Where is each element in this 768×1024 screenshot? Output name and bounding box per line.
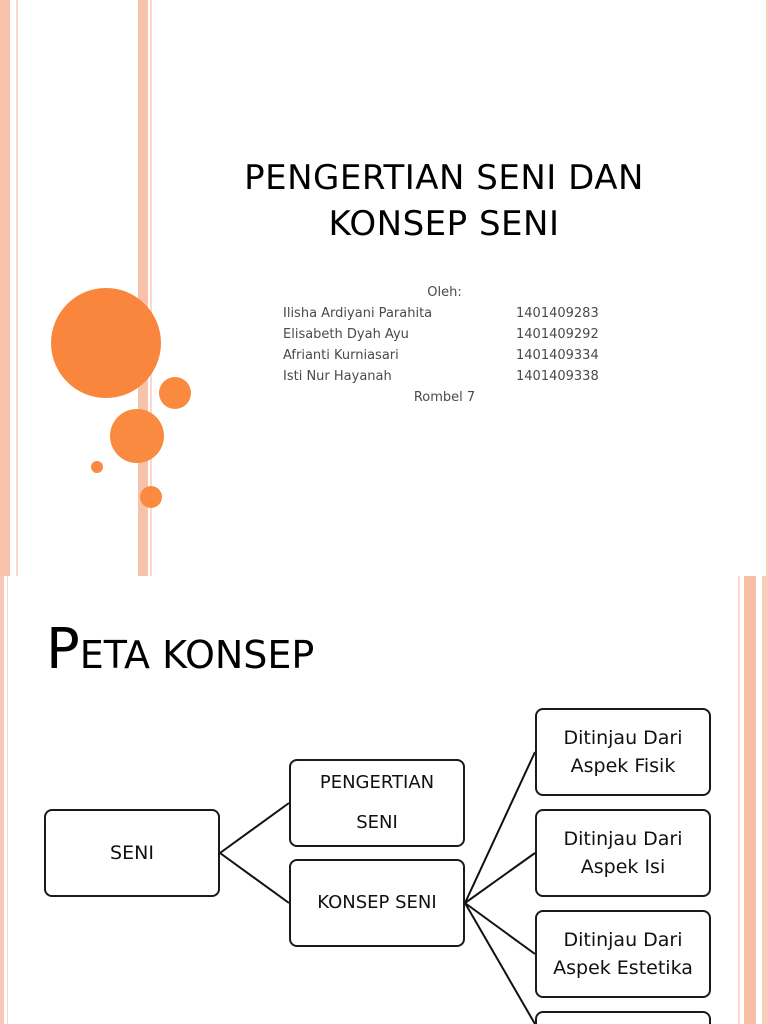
node-pengertian-line1: PENGERTIAN: [319, 772, 435, 793]
node-isi-line2: Aspek Isi: [580, 856, 666, 878]
node-aspek-fisik: [535, 708, 711, 796]
title-initial: P: [46, 617, 80, 682]
member-id: 1401409338: [516, 369, 599, 384]
node-isi-line1: Ditinjau Dari: [563, 828, 683, 850]
decor-circle-medium: [110, 409, 164, 463]
member-name: Afrianti Kurniasari: [283, 348, 399, 363]
node-estetika-line1: Ditinjau Dari: [563, 929, 683, 951]
credits-block: [283, 282, 623, 408]
decor-circle-large: [51, 288, 161, 398]
node-pengertian-line2: SENI: [356, 812, 398, 833]
member-row: [283, 303, 623, 324]
node-konsep-seni: [289, 859, 465, 947]
title-line-1: PENGERTIAN SENI DAN: [244, 158, 644, 198]
member-name: Ilisha Ardiyani Parahita: [283, 306, 433, 321]
group-label: Rombel 7: [413, 390, 476, 405]
title-line-2: KONSEP SENI: [328, 204, 560, 244]
node-estetika-line2: Aspek Estetika: [553, 957, 693, 979]
node-aspek-isi: [535, 809, 711, 897]
member-id: 1401409283: [516, 306, 599, 321]
slide-title: [160, 155, 728, 247]
connector-seni-pengertian: [220, 803, 289, 853]
decor-circle-small: [159, 377, 191, 409]
node-aspek-estetika: [535, 910, 711, 998]
concept-map-slide: [0, 576, 768, 1024]
decor-circle-small-2: [140, 486, 162, 508]
member-id: 1401409292: [516, 327, 599, 342]
member-row: [283, 366, 623, 387]
node-konsep-label: KONSEP SENI: [317, 892, 437, 913]
node-fisik-line1: Ditinjau Dari: [563, 727, 683, 749]
member-name: Isti Nur Hayanah: [283, 369, 392, 384]
member-row: [283, 345, 623, 366]
node-seni-label: SENI: [110, 842, 154, 864]
by-label: Oleh:: [427, 285, 462, 300]
connector-konsep-estetika: [465, 903, 535, 954]
decor-circle-tiny: [91, 461, 103, 473]
connector-seni-konsep: [220, 853, 289, 903]
member-row: [283, 324, 623, 345]
connector-konsep-fisik: [465, 752, 535, 903]
node-partial-fourth: [535, 1011, 711, 1024]
left-thin-stripe: [16, 0, 18, 576]
node-pengertian-seni: [289, 759, 465, 847]
connector-konsep-fourth: [465, 903, 535, 1024]
title-rest: ETA KONSEP: [79, 633, 315, 677]
member-id: 1401409334: [516, 348, 599, 363]
member-name: Elisabeth Dyah Ayu: [283, 327, 409, 342]
node-seni: [44, 809, 220, 897]
left-stripe: [0, 0, 10, 576]
node-fisik-line2: Aspek Fisik: [570, 755, 676, 777]
